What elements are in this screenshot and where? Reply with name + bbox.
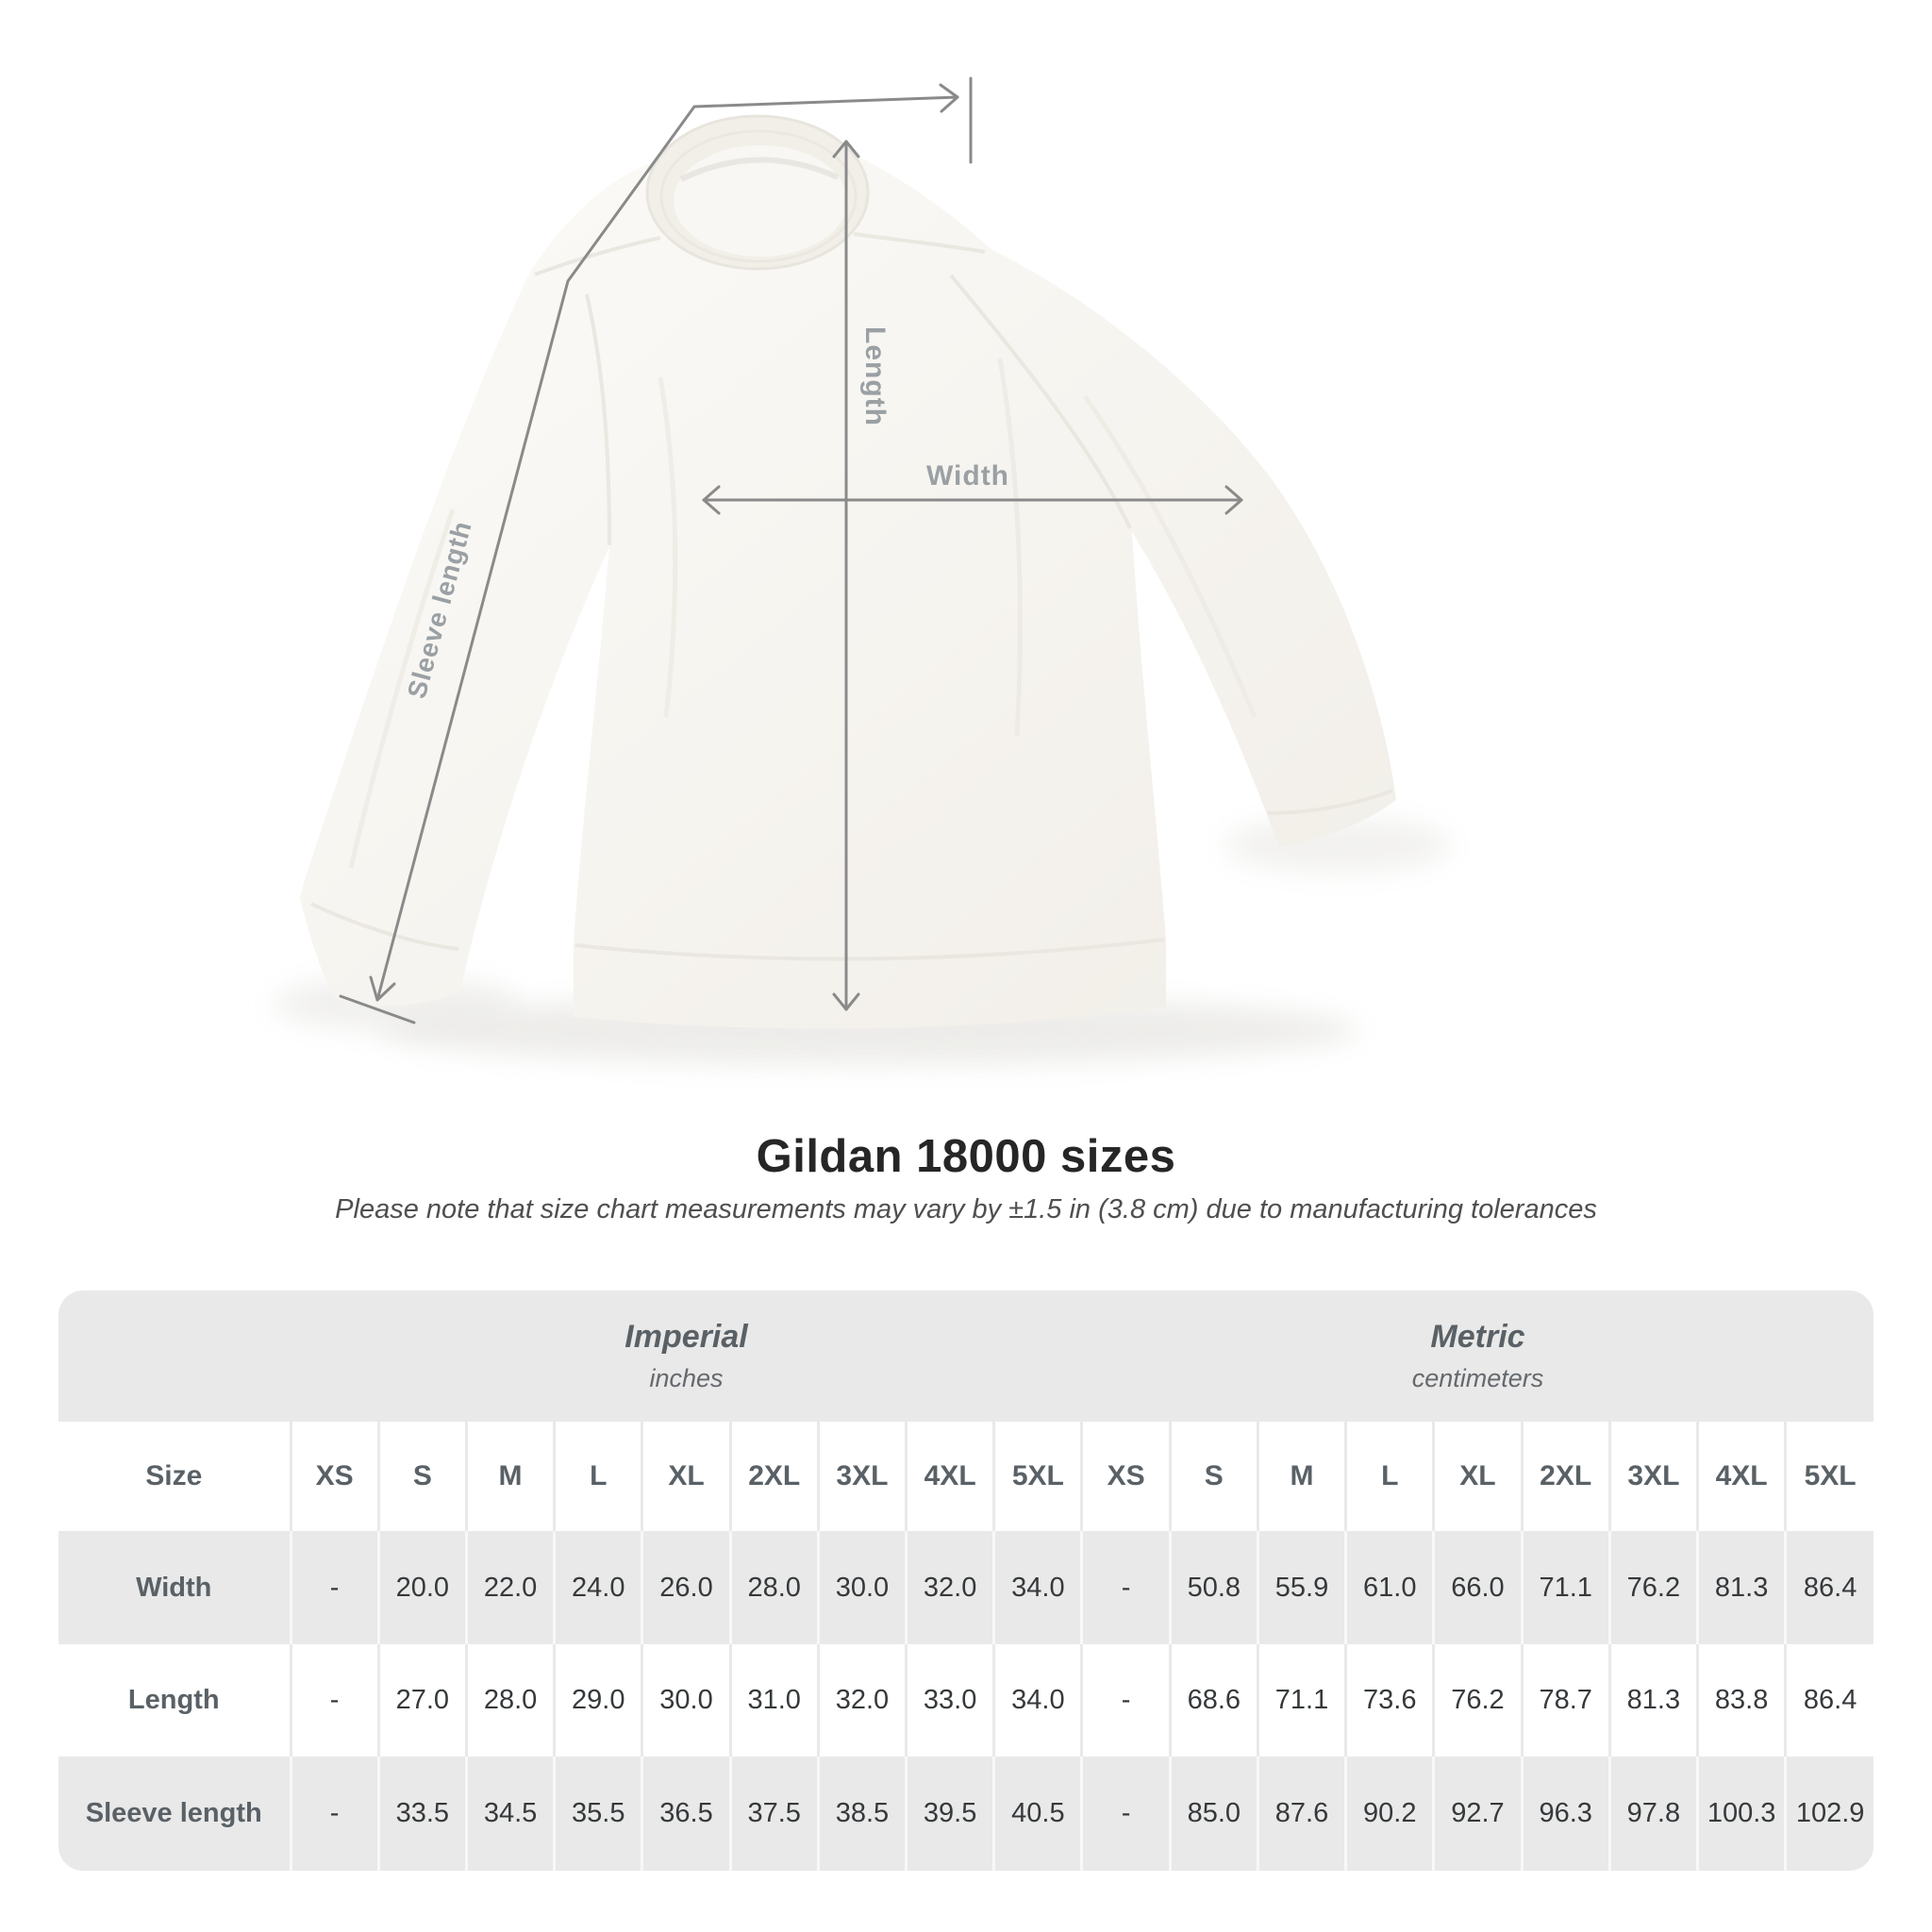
sleeve-cell: 102.9 <box>1786 1757 1874 1871</box>
size-header-metric-xl: XL <box>1434 1422 1522 1531</box>
sleeve-cell: - <box>1082 1757 1170 1871</box>
size-header-imperial-l: L <box>555 1422 642 1531</box>
width-cell: 32.0 <box>907 1531 994 1644</box>
width-cell: 71.1 <box>1522 1531 1609 1644</box>
length-cell: 28.0 <box>466 1644 554 1757</box>
width-cell: - <box>1082 1531 1170 1644</box>
sleeve-cell: 97.8 <box>1609 1757 1697 1871</box>
width-cell: - <box>291 1531 378 1644</box>
sleeve-cell: 35.5 <box>555 1757 642 1871</box>
sleeve-cell: 100.3 <box>1698 1757 1786 1871</box>
length-cell: 34.0 <box>994 1644 1082 1757</box>
page-title: Gildan 18000 sizes <box>756 1131 1176 1182</box>
sleeve-length-row <box>58 1757 1874 1871</box>
sleeve-cell: 37.5 <box>730 1757 818 1871</box>
sleeve-cell: 85.0 <box>1170 1757 1257 1871</box>
length-cell: 31.0 <box>730 1644 818 1757</box>
length-cell: 71.1 <box>1257 1644 1345 1757</box>
size-header-imperial-s: S <box>378 1422 466 1531</box>
sleeve-cell: 39.5 <box>907 1757 994 1871</box>
size-column-header: Size <box>58 1422 291 1531</box>
tolerance-note: Please note that size chart measurements may vary by ±1.5 in (3.8 cm) due to manufacturing tolerances <box>335 1194 1597 1224</box>
width-cell: 55.9 <box>1257 1531 1345 1644</box>
length-cell: 32.0 <box>818 1644 906 1757</box>
size-header-metric-xs: XS <box>1082 1422 1170 1531</box>
size-header-metric-s: S <box>1170 1422 1257 1531</box>
length-cell: 83.8 <box>1698 1644 1786 1757</box>
length-cell: - <box>291 1644 378 1757</box>
length-cell: 86.4 <box>1786 1644 1874 1757</box>
imperial-group-header <box>291 1291 1082 1422</box>
sleeve-cell: 36.5 <box>642 1757 730 1871</box>
length-label: Length <box>859 326 891 426</box>
size-header-metric-5xl: 5XL <box>1786 1422 1874 1531</box>
row-label-width: Width <box>58 1531 291 1644</box>
width-cell: 28.0 <box>730 1531 818 1644</box>
group-corner-cell <box>58 1291 291 1422</box>
size-header-imperial-xl: XL <box>642 1422 730 1531</box>
sleeve-cell: 87.6 <box>1257 1757 1345 1871</box>
sleeve-cell: 40.5 <box>994 1757 1082 1871</box>
sleeve-length-label: Sleeve length <box>401 517 477 702</box>
size-header-metric-l: L <box>1346 1422 1434 1531</box>
imperial-group-unit: inches <box>649 1364 724 1393</box>
size-header-metric-4xl: 4XL <box>1698 1422 1786 1531</box>
size-header-imperial-m: M <box>466 1422 554 1531</box>
size-header-imperial-3xl: 3XL <box>818 1422 906 1531</box>
size-header-row <box>58 1422 1874 1531</box>
collar <box>647 116 868 269</box>
size-header-imperial-5xl: 5XL <box>994 1422 1082 1531</box>
length-cell: 73.6 <box>1346 1644 1434 1757</box>
length-cell: 81.3 <box>1609 1644 1697 1757</box>
width-cell: 50.8 <box>1170 1531 1257 1644</box>
width-cell: 86.4 <box>1786 1531 1874 1644</box>
unit-group-row <box>58 1291 1874 1422</box>
size-chart-table <box>58 1291 1874 1871</box>
sleeve-cell: 33.5 <box>378 1757 466 1871</box>
length-cell: - <box>1082 1644 1170 1757</box>
imperial-group-label: Imperial <box>625 1318 748 1355</box>
size-chart-table-container <box>58 1291 1874 1871</box>
metric-group-label: Metric <box>1430 1318 1525 1355</box>
sweatshirt-body <box>300 138 1396 1028</box>
width-cell: 26.0 <box>642 1531 730 1644</box>
metric-group-unit: centimeters <box>1411 1364 1544 1393</box>
size-header-imperial-4xl: 4XL <box>907 1422 994 1531</box>
size-header-imperial-xs: XS <box>291 1422 378 1531</box>
length-cell: 68.6 <box>1170 1644 1257 1757</box>
sleeve-cell: - <box>291 1757 378 1871</box>
length-cell: 78.7 <box>1522 1644 1609 1757</box>
width-cell: 24.0 <box>555 1531 642 1644</box>
sleeve-cell: 96.3 <box>1522 1757 1609 1871</box>
sleeve-cell: 34.5 <box>466 1757 554 1871</box>
row-label-length: Length <box>58 1644 291 1757</box>
width-cell: 20.0 <box>378 1531 466 1644</box>
width-cell: 81.3 <box>1698 1531 1786 1644</box>
size-header-metric-m: M <box>1257 1422 1345 1531</box>
length-cell: 76.2 <box>1434 1644 1522 1757</box>
width-cell: 34.0 <box>994 1531 1082 1644</box>
sleeve-cell: 38.5 <box>818 1757 906 1871</box>
length-cell: 27.0 <box>378 1644 466 1757</box>
size-header-metric-2xl: 2XL <box>1522 1422 1609 1531</box>
sleeve-cell: 92.7 <box>1434 1757 1522 1871</box>
width-cell: 30.0 <box>818 1531 906 1644</box>
length-row <box>58 1644 1874 1757</box>
row-label-sleeve-length: Sleeve length <box>58 1757 291 1871</box>
size-header-metric-3xl: 3XL <box>1609 1422 1697 1531</box>
width-row <box>58 1531 1874 1644</box>
width-cell: 76.2 <box>1609 1531 1697 1644</box>
width-cell: 22.0 <box>466 1531 554 1644</box>
metric-group-header <box>1082 1291 1874 1422</box>
width-label: Width <box>925 460 1010 491</box>
sleeve-cell: 90.2 <box>1346 1757 1434 1871</box>
width-cell: 61.0 <box>1346 1531 1434 1644</box>
width-cell: 66.0 <box>1434 1531 1522 1644</box>
length-cell: 29.0 <box>555 1644 642 1757</box>
length-cell: 33.0 <box>907 1644 994 1757</box>
size-header-imperial-2xl: 2XL <box>730 1422 818 1531</box>
length-cell: 30.0 <box>642 1644 730 1757</box>
